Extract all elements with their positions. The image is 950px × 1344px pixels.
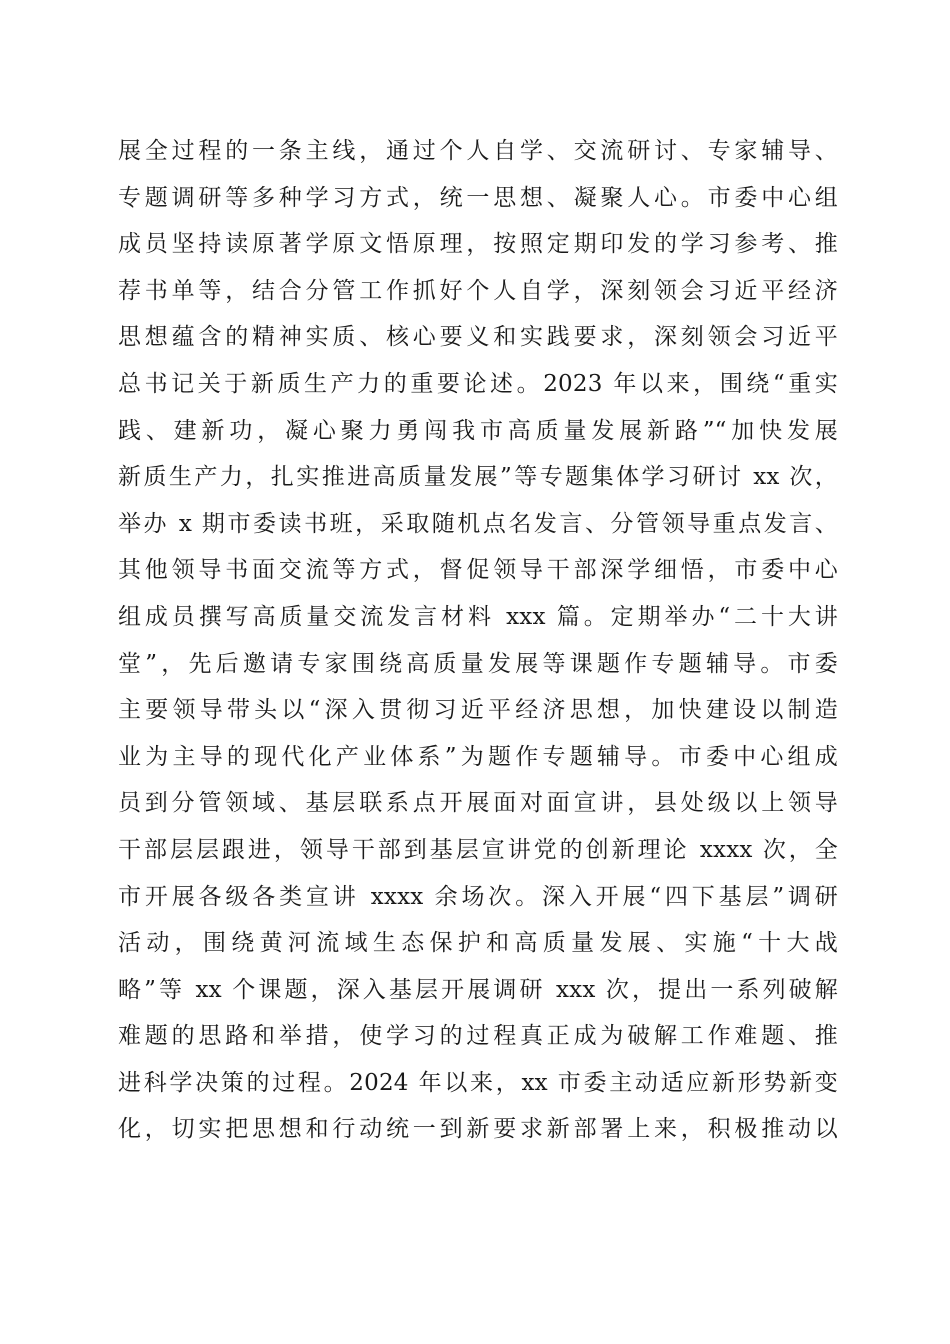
text-line: 市开展各级各类宣讲 xxxx 余场次。深入开展“四下基层”调研 [118,883,838,910]
text-line: 总书记关于新质生产力的重要论述。2023 年以来，围绕“重实 [118,370,838,397]
text-line: 堂”，先后邀请专家围绕高质量发展等课题作专题辅导。市委 [118,650,838,677]
text-line: 员到分管领域、基层联系点开展面对面宣讲，县处级以上领导 [118,790,838,817]
text-line: 活动，围绕黄河流域生态保护和高质量发展、实施“十大战 [118,930,838,957]
body-paragraph [118,128,838,1153]
text-line: 成员坚持读原著学原文悟原理，按照定期印发的学习参考、推 [118,231,838,258]
text-line: 专题调研等多种学习方式，统一思想、凝聚人心。市委中心组 [118,184,838,211]
text-line: 略”等 xx 个课题，深入基层开展调研 xxx 次，提出一系列破解 [118,976,838,1003]
text-line: 干部层层跟进，领导干部到基层宣讲党的创新理论 xxxx 次，全 [118,836,838,863]
text-line: 主要领导带头以“深入贯彻习近平经济思想，加快建设以制造 [118,697,838,724]
text-line: 化，切实把思想和行动统一到新要求新部署上来，积极推动以 [118,1116,838,1143]
text-line: 思想蕴含的精神实质、核心要义和实践要求，深刻领会习近平 [118,324,838,351]
text-line: 展全过程的一条主线，通过个人自学、交流研讨、专家辅导、 [118,138,838,164]
text-line: 其他领导书面交流等方式，督促领导干部深学细悟，市委中心 [118,557,838,584]
text-line: 组成员撰写高质量交流发言材料 xxx 篇。定期举办“二十大讲 [118,603,838,630]
text-line: 新质生产力，扎实推进高质量发展”等专题集体学习研讨 xx 次， [118,464,838,491]
text-line: 难题的思路和举措，使学习的过程真正成为破解工作难题、推 [118,1023,838,1050]
text-line: 荐书单等，结合分管工作抓好个人自学，深刻领会习近平经济 [118,277,838,304]
text-line: 举办 x 期市委读书班，采取随机点名发言、分管领导重点发言、 [118,510,838,537]
text-line: 进科学决策的过程。2024 年以来，xx 市委主动适应新形势新变 [118,1069,838,1096]
text-line: 践、建新功，凝心聚力勇闯我市高质量发展新路”“加快发展 [118,417,838,444]
text-line: 业为主导的现代化产业体系”为题作专题辅导。市委中心组成 [118,743,838,770]
